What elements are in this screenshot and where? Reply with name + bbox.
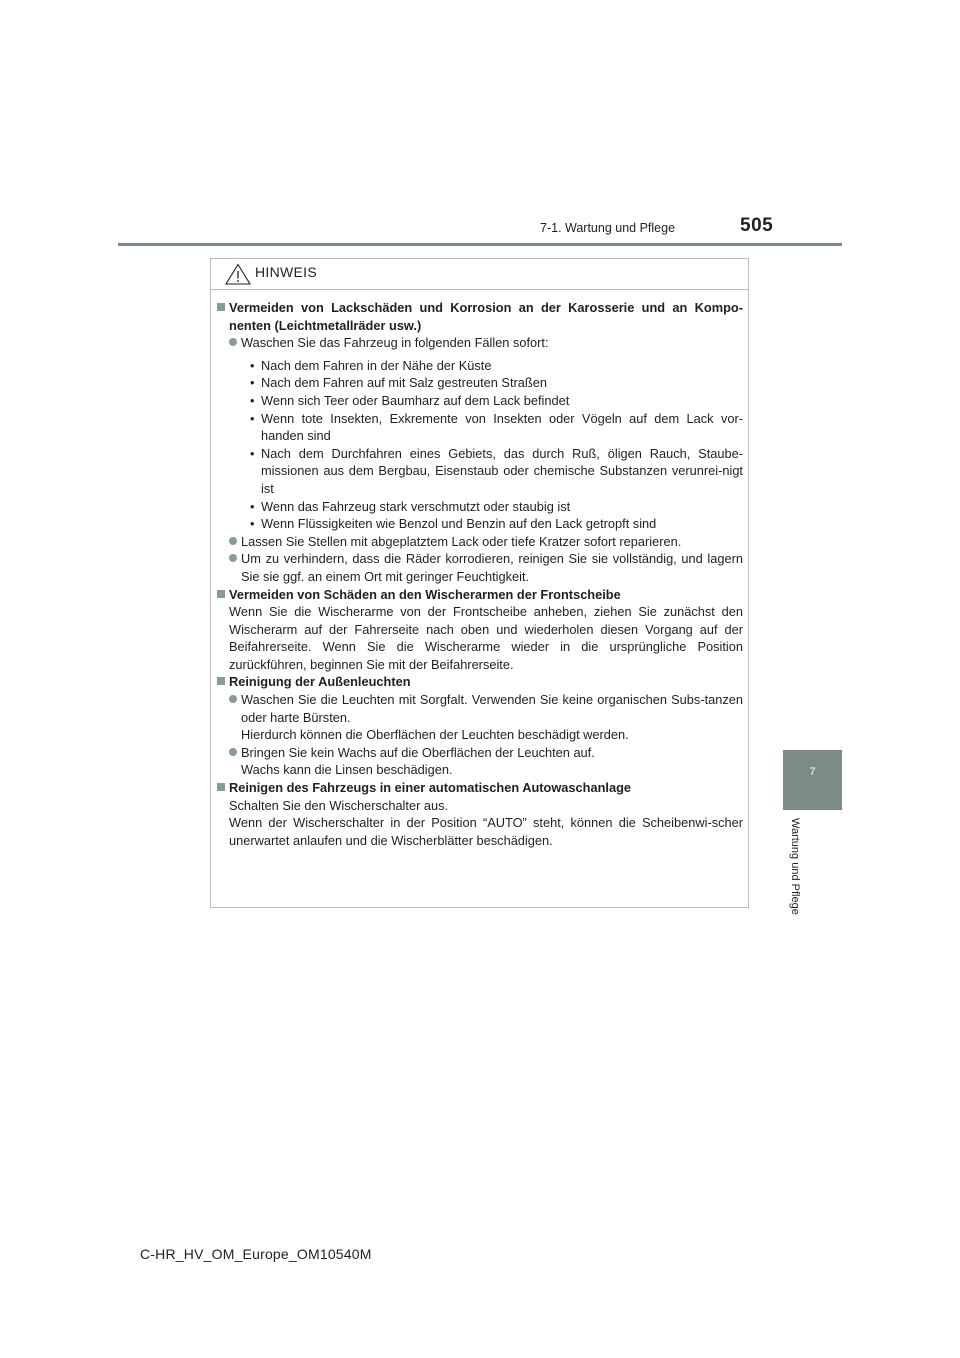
section-title-car-wash: Reinigen des Fahrzeugs in einer automatischen Autowaschanlage xyxy=(217,779,743,797)
notice-body xyxy=(217,299,743,849)
warning-triangle-icon xyxy=(225,263,251,285)
list-item: Um zu verhindern, dass die Räder korrodieren, reinigen Sie sie vollständig, und lagern Sie sie ggf. an einem Ort mit geringer Feuchtigkeit. xyxy=(217,550,743,585)
section-header: 7-1. Wartung und Pflege xyxy=(540,221,676,235)
paragraph: Wenn der Wischerschalter in der Position “AUTO” steht, können die Scheibenwi-scher unerwartet anlaufen und die Wischerblätter beschädigen. xyxy=(229,815,743,848)
list-item: • Wenn Flüssigkeiten wie Benzol und Benzin auf den Lack getropft sind xyxy=(261,515,743,533)
notice-header xyxy=(211,259,748,290)
chapter-tab-label: Wartung und Pflege xyxy=(789,818,801,915)
section-title-wiper-arms: Vermeiden von Schäden an den Wischerarmen der Frontscheibe xyxy=(217,586,743,604)
page-number: 505 xyxy=(740,215,774,236)
notice-title: HINWEIS xyxy=(255,264,317,280)
header-divider xyxy=(118,243,842,246)
chapter-tab[interactable] xyxy=(783,750,842,810)
list-item: • Wenn tote Insekten, Exkremente von Insekten oder Vögeln auf dem Lack vor-handen sind xyxy=(261,410,743,445)
list-item: Waschen Sie die Leuchten mit Sorgfalt. Verwenden Sie keine organischen Subs-tanzen oder harte Bürsten. xyxy=(217,691,743,726)
list-item: Bringen Sie kein Wachs auf die Oberflächen der Leuchten auf. xyxy=(217,744,743,762)
sub-list xyxy=(217,357,743,533)
section-title-exterior-lights: Reinigung der Außenleuchten xyxy=(217,673,743,691)
list-item: Waschen Sie das Fahrzeug in folgenden Fällen sofort: xyxy=(217,334,743,352)
document-footer-id: C-HR_HV_OM_Europe_OM10540M xyxy=(140,1246,372,1262)
list-item: • Nach dem Durchfahren eines Gebiets, das durch Ruß, öligen Rauch, Staube-missionen aus dem Bergbau, Eisenstaub oder chemische Substanzen verunrei-nigt ist xyxy=(261,445,743,498)
list-item-note xyxy=(217,726,743,744)
note-text: Hierdurch können die Oberflächen der Leuchten beschädigt werden. xyxy=(241,727,629,743)
paragraph: Schalten Sie den Wischerschalter aus. xyxy=(229,797,449,813)
section-title-paint-corrosion: Vermeiden von Lackschäden und Korrosion an der Karosserie und an Kompo-nenten (Leichtmetallräder usw.) xyxy=(217,299,743,334)
list-item: • Wenn das Fahrzeug stark verschmutzt oder staubig ist xyxy=(261,498,743,516)
chapter-tab-number: 7 xyxy=(809,766,816,778)
list-item: Lassen Sie Stellen mit abgeplatztem Lack oder tiefe Kratzer sofort reparieren. xyxy=(217,533,743,551)
list-item: • Nach dem Fahren auf mit Salz gestreuten Straßen xyxy=(261,374,743,392)
notice-box xyxy=(210,258,749,908)
list-item: • Nach dem Fahren in der Nähe der Küste xyxy=(261,357,743,375)
paragraph: Wenn Sie die Wischerarme von der Frontscheibe anheben, ziehen Sie zunächst den Wischerarm auf der Fahrerseite nach oben und wiederholen diesen Vorgang auf der Beifahrerseite. Wenn Sie die Wischerarme wieder in die ursprüngliche Position zurückführen, beginnen Sie mit der Beifahrerseite. xyxy=(229,604,743,672)
list-item: • Wenn sich Teer oder Baumharz auf dem Lack befindet xyxy=(261,392,743,410)
list-item-note: Wachs kann die Linsen beschädigen. xyxy=(241,762,453,778)
